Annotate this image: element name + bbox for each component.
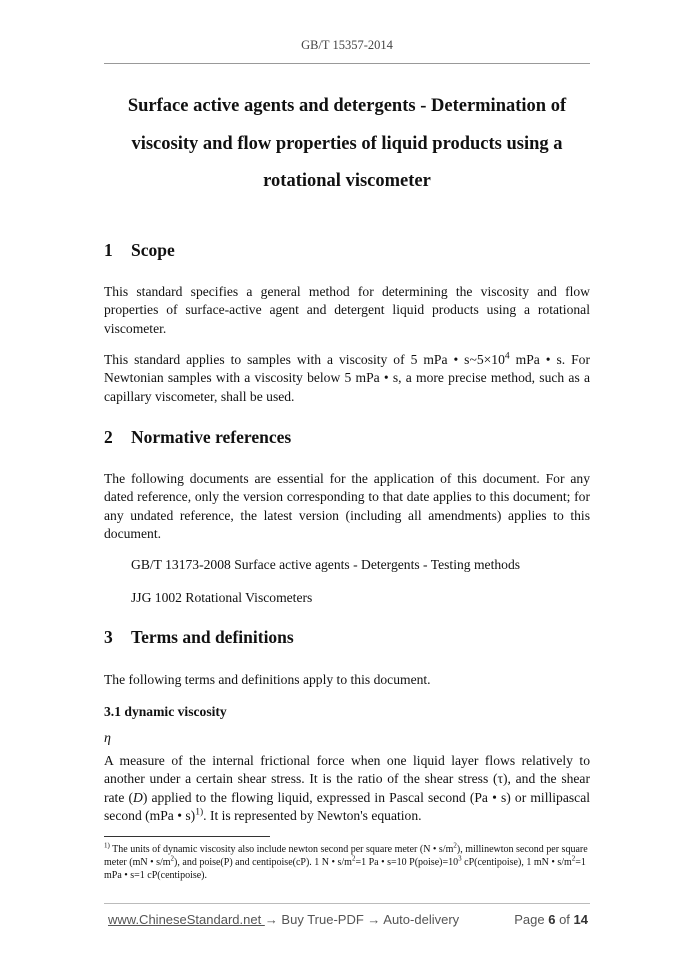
site-link[interactable]: www.ChineseStandard.net — [108, 912, 265, 927]
page-indicator: Page 6 of 14 — [514, 912, 588, 927]
section-number: 2 — [104, 427, 113, 447]
delivery-text: Auto-delivery — [380, 912, 460, 927]
terms-paragraph: The following terms and definitions apply to this document. — [104, 672, 431, 687]
running-header: GB/T 15357-2014 — [301, 38, 393, 52]
title-line-2: viscosity and flow properties of liquid products using a — [131, 133, 563, 154]
term-symbol: η — [104, 731, 111, 746]
section-heading-terms — [104, 627, 294, 648]
section-title: Scope — [131, 240, 175, 260]
reference-item: JJG 1002 Rotational Viscometers — [131, 590, 313, 605]
normative-paragraph: The following documents are essential for the application of this document. For any dated reference, only the version corresponding to that date applies to this document; for any undated reference, the latest version (including all amendments) applies to this document. — [104, 471, 590, 542]
title-line-1: Surface active agents and detergents - Determination of — [127, 96, 567, 116]
page-total: 14 — [573, 912, 588, 927]
reference-item: GB/T 13173-2008 Surface active agents - Detergents - Testing methods — [131, 557, 521, 572]
section-number: 3 — [104, 627, 113, 647]
document-title — [104, 88, 590, 201]
footnote: $^{1)}$ The units of dynamic viscosity also include newton second per square meter (N • $s/m^2$), millinewton second per square meter (mN • $s/m^2$), and poise(P) and centipoise(cP). 1 N • $s/m^2=1$ Pa • s=10 $P(poise)=10^3$ cP(centipoise), 1 mN • $s/m^2=1$ mPa • s=1 cP(centipoise). — [104, 841, 588, 881]
page-number: 6 — [548, 912, 556, 927]
section-title: Terms and definitions — [131, 627, 294, 647]
section-heading-normative-references — [104, 427, 291, 448]
footnote-rule — [104, 836, 270, 837]
section-heading-scope — [104, 240, 175, 261]
arrow-icon: → — [264, 912, 278, 927]
title-line-3: rotational viscometer — [263, 171, 431, 191]
scope-paragraph-2: This standard applies to samples with a viscosity of 5 mPa • $s\sim 5\times 10^4$ mPa • s. For Newtonian samples with a viscosity below 5 mPa • s, a more precise method, such as a capillary viscometer, shall be used. — [104, 351, 590, 404]
page-footer — [108, 912, 588, 927]
scope-paragraph-1: This standard specifies a general method for determining the viscosity and flow properties of surface-active agent and detergent liquid products using a rotational viscometer. — [104, 284, 590, 336]
footer-rule — [104, 903, 590, 904]
arrow-icon: → — [367, 912, 381, 927]
buy-text: Buy True-PDF — [277, 912, 368, 927]
section-number: 1 — [104, 240, 113, 260]
section-title: Normative references — [131, 427, 292, 447]
term-heading: 3.1 dynamic viscosity — [104, 704, 227, 719]
term-definition: A measure of the internal frictional force when one liquid layer flows relatively to another under a certain shear stress. It is the ratio of the shear stress (τ), and the shear rate (D) applied to the flowing liquid, expressed in Pascal second (Pa • s) or millipascal second (mPa • s)$^{1)}$. It is represented by Newton's equation. — [104, 753, 590, 824]
header-rule — [104, 63, 590, 64]
